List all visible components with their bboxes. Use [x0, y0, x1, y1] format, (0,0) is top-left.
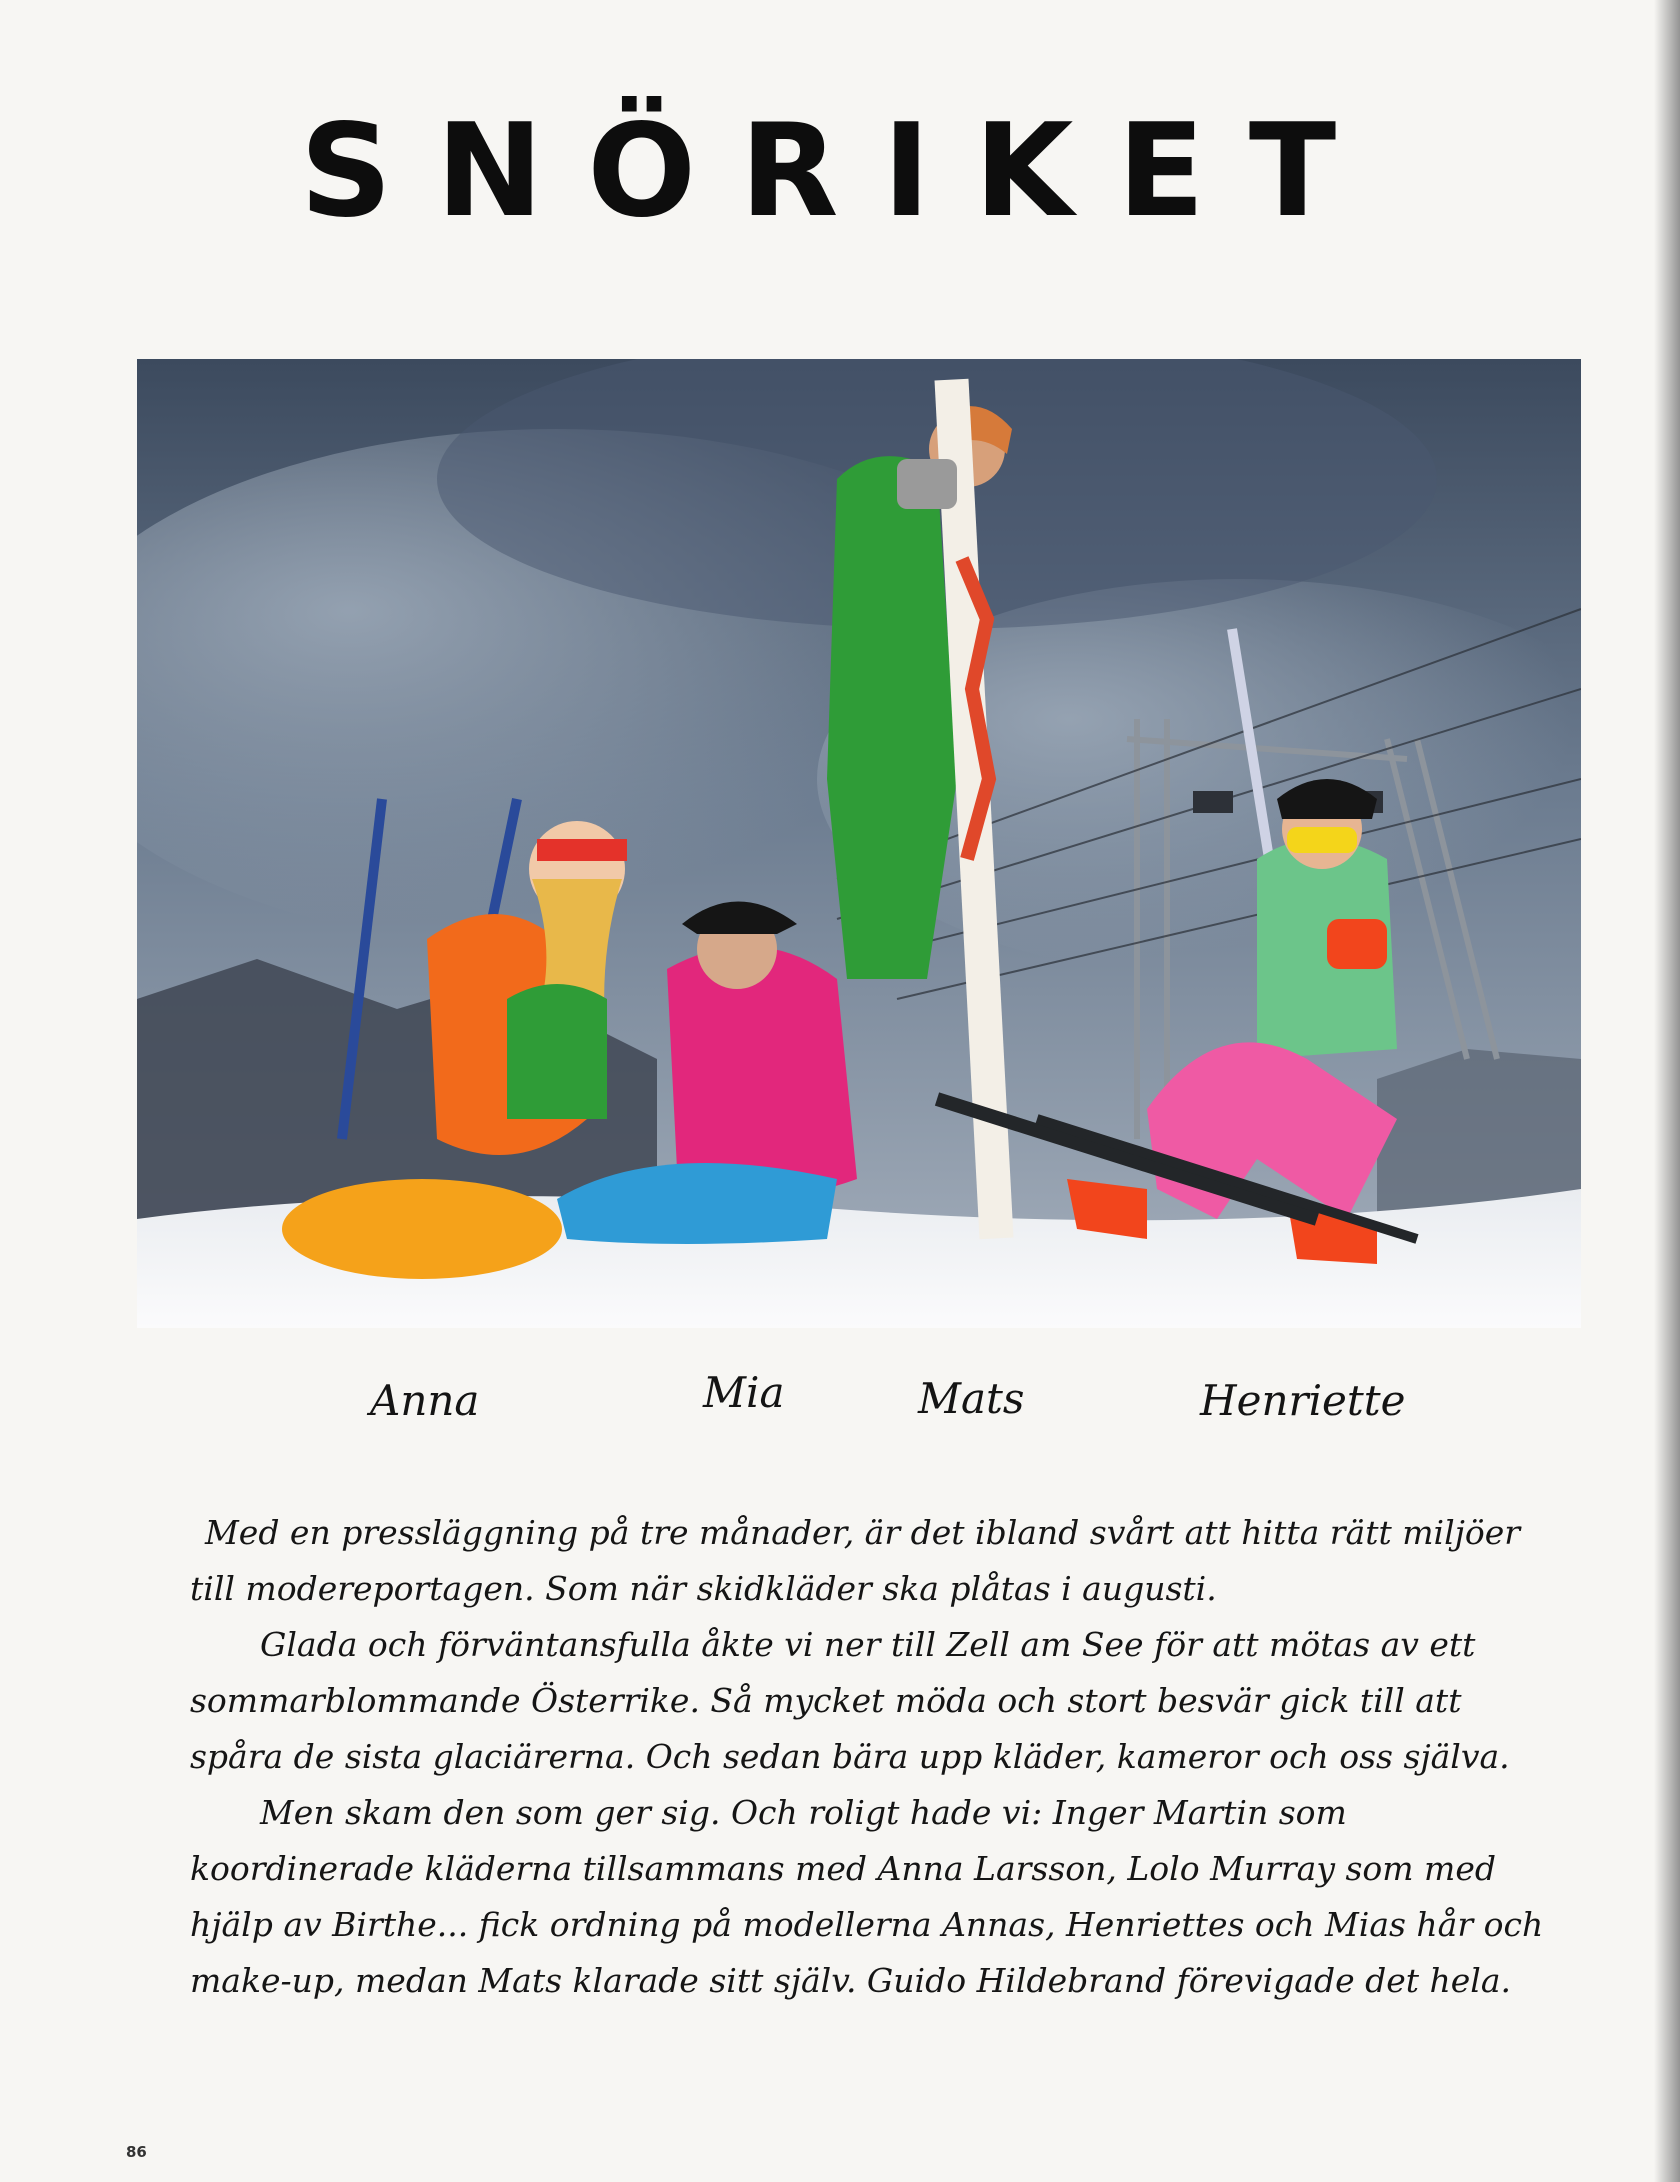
captions [0, 1368, 1680, 1438]
caption-anna: Anna [370, 1376, 480, 1425]
caption-henriette: Henriette [1200, 1376, 1406, 1425]
ski-group-photo-icon [137, 359, 1581, 1328]
page-number: 86 [126, 2143, 147, 2161]
body-text [190, 1505, 1560, 2009]
paragraph-1: Med en pressläggning på tre månader, är det ibland svårt att hitta rätt miljöer till modereportagen. Som när skidkläder ska plåtas i augusti. [190, 1513, 1521, 1608]
caption-mia: Mia [703, 1368, 785, 1417]
caption-mats: Mats [918, 1374, 1025, 1423]
photo [137, 359, 1581, 1328]
paragraph-2: Glada och förväntansfulla åkte vi ner till Zell am See för att mötas av ett sommarblommande Österrike. Så mycket möda och stort besvär gick till att spåra de sista glaciärerna. Och sedan bära upp kläder, kameror och oss själva. [190, 1625, 1510, 1776]
paragraph-3: Men skam den som ger sig. Och roligt hade vi: Inger Martin som koordinerade kläderna tillsammans med Anna Larsson, Lolo Murray som med hjälp av Birthe... fick ordning på modellerna Annas, Henriettes och Mias hår och make-up, medan Mats klarade sitt själv. Guido Hildebrand förevigade det hela. [190, 1793, 1544, 2000]
page-title: SNÖRIKET [299, 97, 1381, 246]
page-edge-shadow [1654, 0, 1680, 2182]
